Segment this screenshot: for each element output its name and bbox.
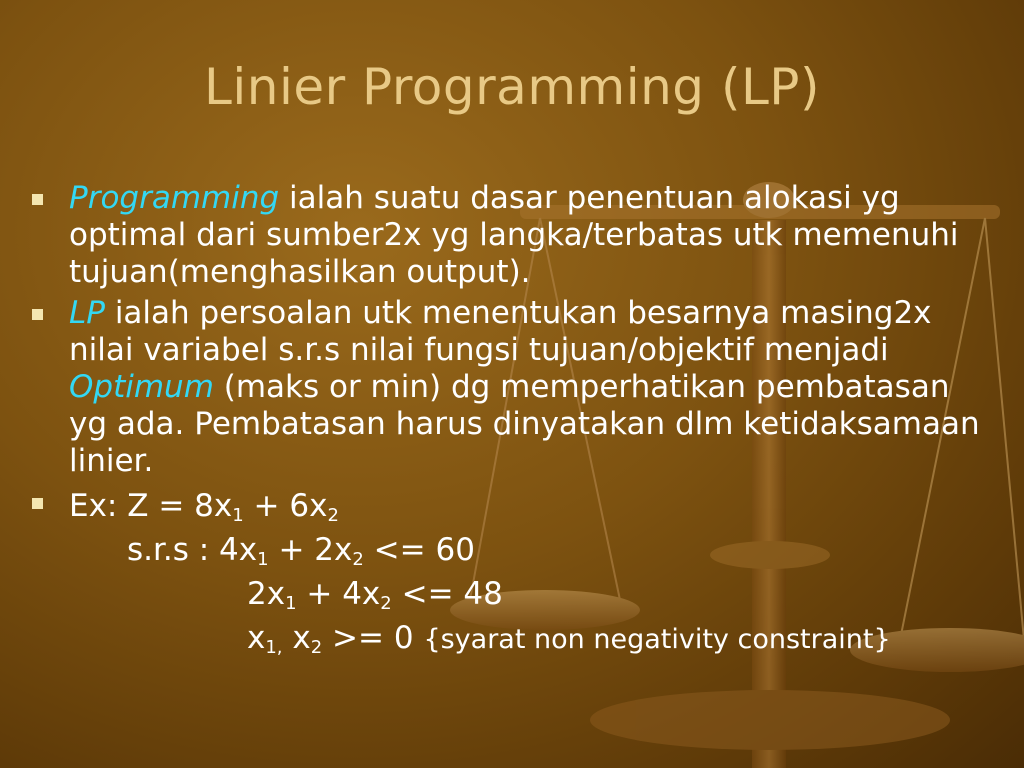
bullet-programming-definition	[32, 180, 992, 291]
bullet-marker	[32, 309, 43, 320]
constraint-note: {syarat non negativity constraint}	[423, 624, 891, 655]
term-lp: LP	[69, 295, 105, 331]
bullet-marker	[32, 498, 43, 509]
bullet-example	[32, 484, 992, 662]
bullet-marker	[32, 194, 43, 205]
bullet-lp-definition	[32, 295, 992, 480]
objective-function: Ex: $Z = 8x_1 + 6x_2$	[69, 488, 339, 526]
slide-content	[32, 180, 992, 666]
term-optimum: Optimum	[69, 369, 214, 405]
term-programming: Programming	[69, 180, 280, 216]
bullet-text	[69, 180, 992, 291]
definition-text-part1: ialah persoalan utk menentukan besarnya masing2x nilai variabel s.r.s nilai fungsi tujuan/objektif menjadi	[69, 295, 932, 368]
constraint-2: $2x_1 + 4x_2 <= 48$	[247, 576, 503, 614]
definition-text-part2: (maks or min) dg memperhatikan pembatasan yg ada. Pembatasan harus dinyatakan dlm ketidaksamaan linier.	[69, 369, 980, 479]
slide-title: Linier Programming (LP)	[204, 58, 820, 116]
constraint-1: s.r.s : $4x_1 + 2x_2 <= 60$	[127, 532, 475, 570]
example-block	[69, 484, 992, 662]
bullet-text	[69, 295, 992, 480]
definition-text: ialah suatu dasar penentuan alokasi yg optimal dari sumber2x yg langka/terbatas utk memenuhi tujuan(menghasilkan output).	[69, 180, 959, 290]
non-negativity-constraint: $x_{1,}$ $x_2 >= 0$ {syarat non negativity constraint}	[247, 620, 891, 658]
